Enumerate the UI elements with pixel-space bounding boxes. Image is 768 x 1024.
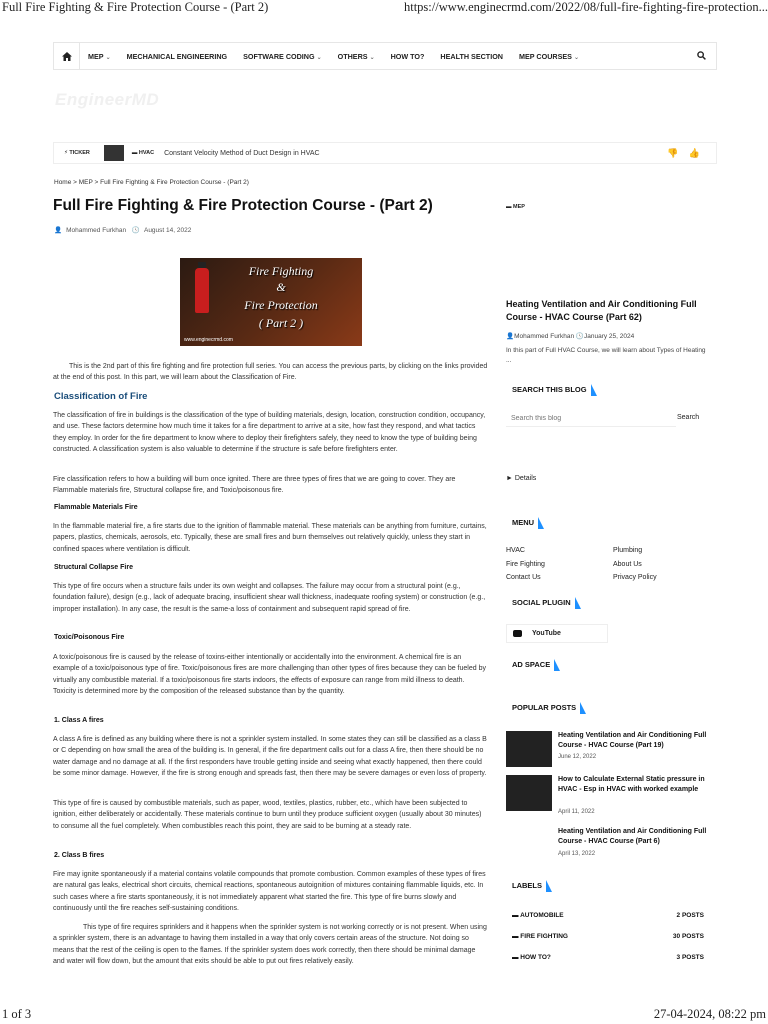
nav-item-mechanical[interactable]: MECHANICAL ENGINEERING xyxy=(126,51,228,61)
menu-link[interactable]: HVAC xyxy=(506,547,525,554)
main-nav xyxy=(53,42,717,70)
featured-excerpt: In this part of Full HVAC Course, we will learn about Types of Heating ... xyxy=(506,347,706,364)
ticker-nav-icons[interactable]: 👎 👍 xyxy=(667,147,704,158)
paragraph: Fire classification refers to how a building will burn once ignited. There are three types of fires that we are going to cover. They are Flammable materials fire, Structural collapse fire, and Toxic/poisonous fire. xyxy=(53,476,456,495)
featured-date: January 25, 2024 xyxy=(583,333,635,340)
popular-post-title[interactable]: Heating Ventilation and Air Conditioning Full Course - HVAC Course (Part 19) xyxy=(558,732,707,749)
featured-post-title[interactable]: Heating Ventilation and Air Conditioning Full Course - HVAC Course (Part 62) xyxy=(506,299,697,322)
menu-link[interactable]: Fire Fighting xyxy=(506,560,545,568)
subheading: Flammable Materials Fire xyxy=(54,504,138,511)
user-icon: 👤 xyxy=(54,227,63,234)
print-header xyxy=(0,0,768,16)
hero-url: www.enginecrmd.com xyxy=(184,337,233,343)
chevron-down-icon: ⌄ xyxy=(105,54,111,61)
hero-image xyxy=(180,258,362,346)
hero-line: Fire Fighting xyxy=(248,264,314,278)
hero-line: Fire Protection xyxy=(244,298,318,312)
nav-item-others[interactable]: OTHERS ⌄ xyxy=(337,51,375,61)
popular-post-date: June 12, 2022 xyxy=(558,754,597,760)
ticker-headline[interactable]: Constant Velocity Method of Duct Design in HVAC xyxy=(164,149,320,157)
menu-link[interactable]: Plumbing xyxy=(613,547,643,554)
breadcrumb[interactable]: Home > MEP > Full Fire Fighting & Fire Protection Course - (Part 2) xyxy=(54,179,249,186)
popular-post-date: April 13, 2022 xyxy=(558,851,596,857)
youtube-icon xyxy=(513,630,522,637)
chevron-down-icon: ⌄ xyxy=(316,54,322,61)
label-item[interactable]: ▬ FIRE FIGHTING 30 POSTS xyxy=(512,933,704,940)
subheading: Structural Collapse Fire xyxy=(54,564,133,571)
news-ticker xyxy=(53,142,717,164)
user-icon: 👤 xyxy=(506,333,515,340)
site-logo[interactable]: EngineerMD xyxy=(55,90,160,109)
search-icon xyxy=(697,51,706,60)
nav-item-health[interactable]: HEALTH SECTION xyxy=(440,51,503,61)
subheading: Toxic/Poisonous Fire xyxy=(54,634,125,641)
section-heading: Classification of Fire xyxy=(54,391,148,402)
label-item[interactable]: ▬ HOW TO? 3 POSTS xyxy=(512,954,704,961)
featured-category[interactable]: ▬ MEP xyxy=(506,204,525,210)
popular-post-title[interactable]: How to Calculate External Static pressure in HVAC - Esp in HVAC with worked example xyxy=(558,776,705,793)
nav-item-mep-courses[interactable]: MEP COURSES ⌄ xyxy=(518,51,580,61)
paragraph: This type of fire requires sprinklers and it happens when the sprinkler system is not working correctly or is not present. When using a sprinkler system, there is an advantage to having them installed in a way that only covers certain areas of the structure. Not doing so means that the rest of the ceiling is open to the flames. If the sprinkler system does work correctly, then there should be minimal damage and water will flow down, but the amount that exits should be able to put out fires relatively easily. xyxy=(53,924,487,966)
youtube-button[interactable]: YouTube xyxy=(506,624,608,643)
paragraph: This is the 2nd part of this fire fighting and fire protection full series. You can access the previous parts, by clicking on the links provided at the end of this post. In this part, we will learn about the Classification of Fire. xyxy=(53,363,488,382)
page-title: Full Fire Fighting & Fire Protection Course - (Part 2) xyxy=(53,197,433,214)
details-toggle[interactable]: ► Details xyxy=(506,475,537,482)
post-author[interactable]: Mohammed Furkhan xyxy=(66,227,127,234)
nav-item-software[interactable]: SOFTWARE CODING ⌄ xyxy=(243,51,322,61)
post-meta xyxy=(54,226,195,234)
ticker-label: ⚡ TICKER xyxy=(64,150,90,156)
paragraph: Fire may ignite spontaneously if a material contains volatile compounds that promote combustion. Common examples of these types of fires are natural gas leaks, electrical short circuits, chemical reactions, spontaneous autoignition of mixtures containing flammable liquids, etc. In such cases where a fire starts spontaneously, it is not immediately apparent what started the fire. This type of fire burns slowly and continuously until the fire reaches self-sustaining conditions. xyxy=(53,871,486,913)
blog-search-button[interactable]: Search xyxy=(677,414,700,421)
featured-author[interactable]: Mohammed Furkhan xyxy=(514,333,575,340)
chevron-down-icon: ⌄ xyxy=(573,54,580,61)
post-thumbnail[interactable] xyxy=(506,731,552,767)
hero-line: ( Part 2 ) xyxy=(258,316,304,330)
menu-link[interactable]: About Us xyxy=(613,560,642,568)
subheading: 2. Class B fires xyxy=(54,852,105,859)
ticker-thumbnail[interactable] xyxy=(104,145,124,161)
home-icon xyxy=(62,52,72,61)
search-button[interactable] xyxy=(697,51,716,62)
paragraph: The classification of fire in buildings is the classification of the type of building materials, design, location, construction condition, occupancy, and use. These factors determine how much time it takes for a fire department to arrive at a site, how fast they respond, and what tactics they employ. In order for the fire department to know where to deploy their firefighters safely, they need to know the type of building being constructed. A classification system is also valuable to determine if the structure is safe before firefighters enter. xyxy=(53,412,486,454)
clock-icon: 🕓 xyxy=(575,333,584,340)
print-datetime: 27-04-2024, 08:22 pm xyxy=(653,1007,766,1021)
featured-post-meta xyxy=(506,332,716,340)
paragraph: A class A fire is defined as any building where there is not a sprinkler system installed. In some states they can still be classified as a class B or C depending on how small the area of the building is. In general, if the fire department calls out for a class A fire, then there should be no water damage and no damage at all. If the first responders have trouble getting inside and seeing what exactly happened, then there could be some minor damage. However, if the fire is strong enough and spreads fast, then there may be severe damages or even loss of property. xyxy=(53,736,487,778)
blog-search-input[interactable] xyxy=(506,410,676,427)
home-button[interactable] xyxy=(54,43,80,69)
hero-line: & xyxy=(276,280,286,294)
post-date: August 14, 2022 xyxy=(143,227,192,234)
search-widget xyxy=(506,410,706,426)
widget-title-menu: MENU xyxy=(512,517,544,529)
print-page-number: 1 of 3 xyxy=(2,1007,32,1021)
chevron-down-icon: ⌄ xyxy=(369,54,375,61)
nav-item-howto[interactable]: HOW TO? xyxy=(390,51,425,61)
nav-item-mep[interactable]: MEP ⌄ xyxy=(88,51,111,61)
paragraph: In the flammable material fire, a fire starts due to the ignition of flammable material. These materials can be anything from furniture, curtains, papers, plastics, chemicals, aerosols, etc. Typically, these are small fires and burn themselves out relatively quickly, unless they start in confined spaces where ventilation is difficult. xyxy=(53,523,487,553)
paragraph: A toxic/poisonous fire is caused by the release of toxins-either intentionally or accidentally into the environment. A chemical fire is an example of a toxic/poisonous type of fire. Toxic/poisonous fires are more challenging than other types of fires because they can be fueled by virtually any combustible material. If a toxic/poisonous fire starts indoors, the effects of exposure can range from mild illness to death. Toxicity is determined more by the composition of the released substance than by the quantity. xyxy=(53,654,486,696)
label-item[interactable]: ▬ AUTOMOBILE 2 POSTS xyxy=(512,912,704,919)
ticker-category[interactable]: ▬ HVAC xyxy=(131,150,155,156)
print-page-title: Full Fire Fighting & Fire Protection Course - (Part 2) xyxy=(2,0,269,14)
widget-title-ad: AD SPACE xyxy=(512,659,560,671)
menu-link[interactable]: Privacy Policy xyxy=(613,574,657,581)
paragraph: This type of fire is caused by combustible materials, such as paper, wood, textiles, plastics, rubber, etc., which have been subjected to ignition, either deliberately or accidentally. These materials continue to burn until they produce sufficient oxygen (usually about 30 minutes) to consume all the fuel completely. When combustibles reach this point, they are said to be burning at a steady rate. xyxy=(53,800,482,830)
menu-link[interactable]: Contact Us xyxy=(506,574,541,581)
post-thumbnail[interactable] xyxy=(506,775,552,811)
popular-post-title[interactable]: Heating Ventilation and Air Conditioning Full Course - HVAC Course (Part 6) xyxy=(558,828,707,845)
widget-title-search: SEARCH THIS BLOG xyxy=(512,384,597,396)
popular-post-date: April 11, 2022 xyxy=(558,809,595,815)
print-footer xyxy=(0,1008,768,1024)
subheading: 1. Class A fires xyxy=(54,717,104,724)
paragraph: This type of fire occurs when a structure fails under its own weight and collapses. The failure may occur from a structural point (e.g., foundation failure), design (e.g., lack of adequate bracing, insufficient shear wall thickness, inadequate roofing system) or construction (e.g., improper installation). In any case, the result is the same-a loss of containment and subsequent rapid spread of fire. xyxy=(53,583,486,613)
widget-title-popular: POPULAR POSTS xyxy=(512,702,586,714)
clock-icon: 🕓 xyxy=(131,227,140,234)
print-page-url: https://www.enginecrmd.com/2022/08/full-fire-fighting-fire-protection... xyxy=(403,0,768,14)
widget-title-labels: LABELS xyxy=(512,880,552,892)
widget-title-social: SOCIAL PLUGIN xyxy=(512,597,581,609)
